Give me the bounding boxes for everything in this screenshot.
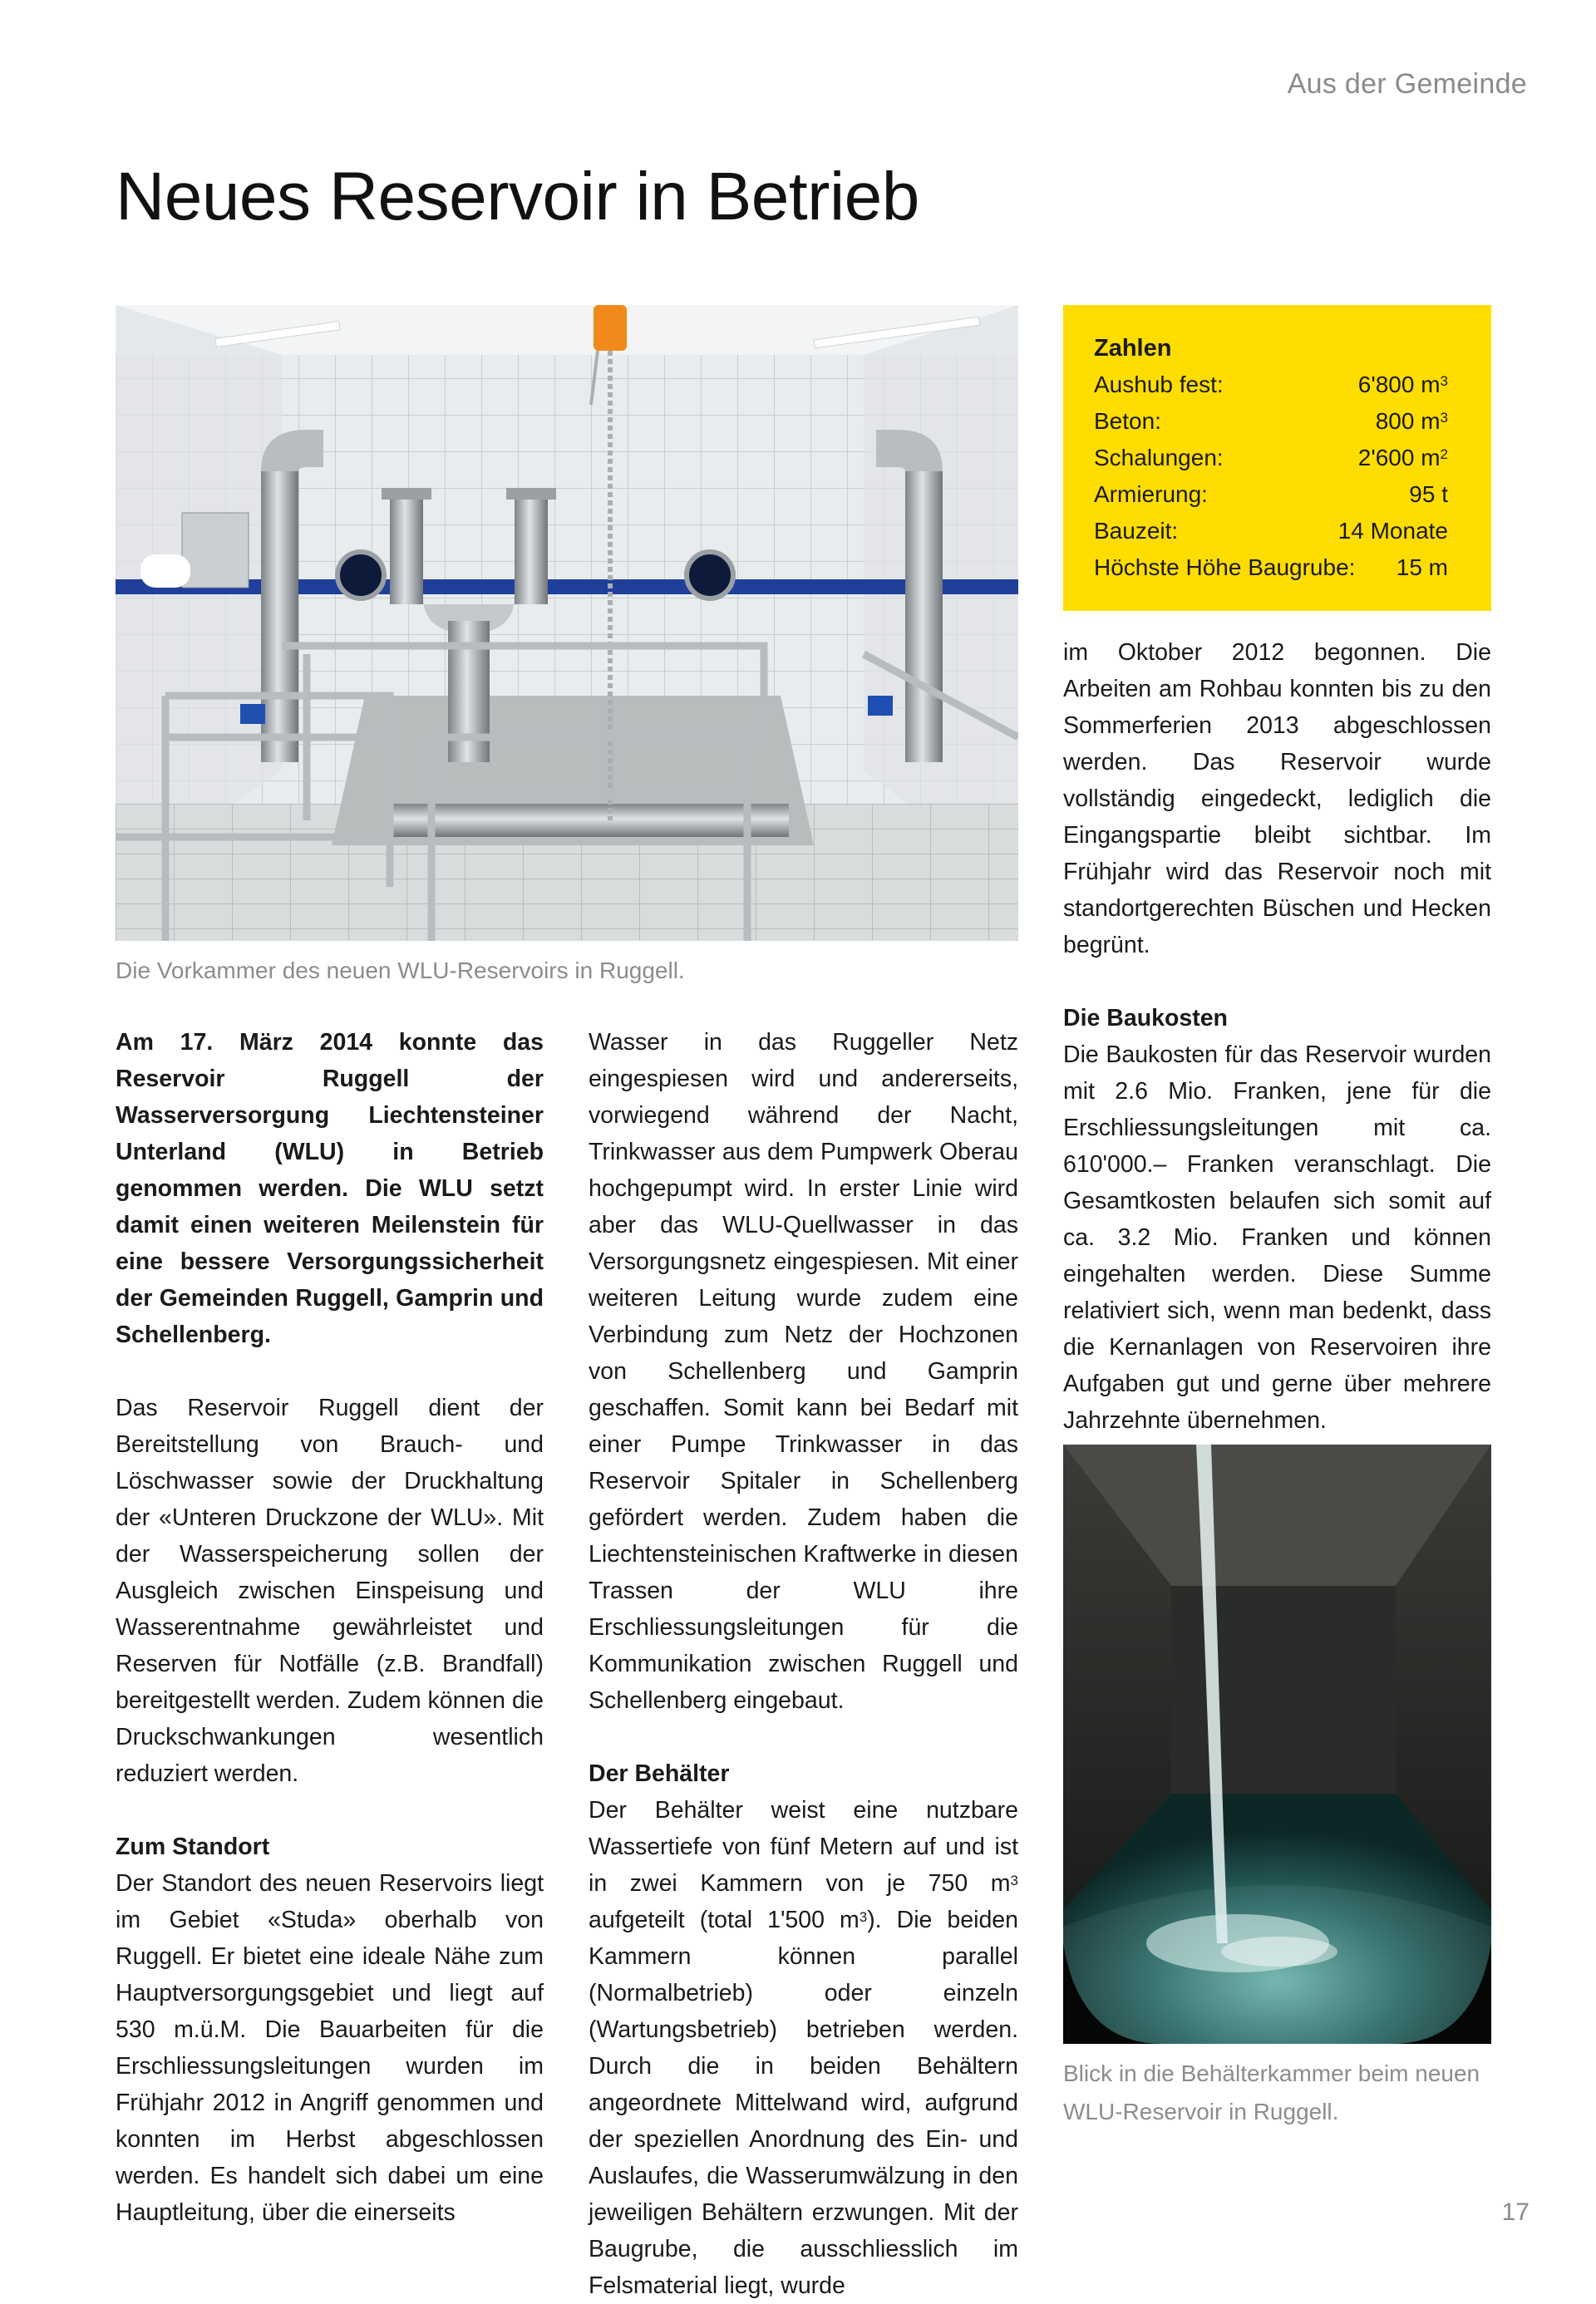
facts-label: Höchste Höhe Baugrube: (1094, 554, 1356, 580)
facts-label: Armierung: (1094, 481, 1208, 507)
article-paragraph: Der Standort des neuen Reservoirs liegt im Gebiet «Studa» oberhalb von Ruggell. Er bietet eine ideale Nähe zum Hauptversorgungsgebiet und liegt auf 530 m.ü.M. Die Bauarbeiten für die Erschliessungsleitungen wurden im Frühjahr 2012 in Angriff genommen und konnten im Herbst abgeschlossen werden. Es handelt sich dabei um eine Hauptleitung, über die einerseits (116, 1870, 544, 2226)
facts-box (1063, 305, 1491, 611)
article-paragraph: Die Baukosten für das Reservoir wurden mit 2.6 Mio. Franken, jene für die Erschliessungsleitungen mit ca. 610'000.– Franken veranschlagt. Die Gesamtkosten belaufen sich somit auf ca. 3.2 Mio. Franken und können eingehalten werden. Diese Summe relativiert sich, wenn man bedenkt, dass die Kernanlagen von Reservoiren ihre Aufgaben gut und gerne über mehrere Jahrzehnte übernehmen. (1063, 1041, 1491, 1434)
article-lead: Am 17. März 2014 konnte das Reservoir Ruggell der Wasserversorgung Liechtensteiner Unterland (WLU) in Betrieb genommen werden. Die WLU setzt damit einen weiteren Meilenstein für eine bessere Versorgungssicherheit der Gemeinden Ruggell, Gamprin und Schellenberg. (116, 1029, 544, 1348)
facts-label: Schalungen: (1094, 445, 1224, 470)
facts-value: 2'600 $m^2$ (1357, 445, 1448, 470)
photo-behaelterkammer (1063, 1445, 1491, 2044)
facts-label: Bauzeit: (1094, 518, 1179, 544)
facts-value: 95 t (1409, 481, 1448, 507)
facts-value: 800 $m^3$ (1375, 408, 1448, 434)
page-number: 17 (1501, 2198, 1530, 2226)
facts-label: Beton: (1094, 408, 1161, 434)
page-title: Neues Reservoir in Betrieb (116, 159, 919, 234)
photo-vorkammer (116, 305, 1018, 941)
facts-label: Aushub fest: (1094, 372, 1224, 397)
facts-title: Zahlen (1094, 335, 1172, 362)
article-paragraph: Wasser in das Ruggeller Netz eingespiesen wird und andererseits, vorwiegend während der Nacht, Trinkwasser aus dem Pumpwerk Oberau hochgepumpt wird. In erster Linie wird aber das WLU-Quellwasser in das Versorgungsnetz eingespiesen. Mit einer weiteren Leitung wurde zudem eine Verbindung zum Netz der Hochzonen von Schellenberg und Gamprin geschaffen. Somit kann bei Bedarf mit einer Pumpe Trinkwasser in das Reservoir Spitaler in Schellenberg gefördert werden. Zudem haben die Liechtensteinischen Kraftwerke in diesen Trassen der WLU ihre Erschliessungsleitungen für die Kommunikation zwischen Ruggell und Schellenberg eingebaut. (589, 1029, 1018, 1714)
article-paragraph: Der Behälter weist eine nutzbare Wassertiefe von fünf Metern auf und ist in zwei Kammern von je 750 $m^3$ aufgeteilt (total 1'500 $m^3$). Die beiden Kammern können parallel (Normalbetrieb) oder einzeln (Wartungsbetrieb) betrieben werden. Durch die in beiden Behältern angeordnete Mittelwand wird, aufgrund der speziellen Anordnung des Ein- und Auslaufes, die Wasserumwälzung in den jeweiligen Behältern erzwungen. Mit der Baugrube, die ausschliesslich im Felsmaterial liegt, wurde (589, 1797, 1019, 2299)
article-column-1 (116, 1024, 544, 2231)
facts-row (1094, 367, 1448, 403)
heading-standort: Zum Standort (116, 1834, 270, 1860)
facts-row (1094, 476, 1448, 513)
facts-row (1094, 440, 1448, 476)
facts-row (1094, 513, 1448, 549)
section-label: Aus der Gemeinde (1287, 68, 1527, 100)
facts-row (1094, 549, 1448, 586)
article-column-3 (1063, 634, 1491, 1439)
facts-value: 14 Monate (1337, 518, 1448, 544)
heading-baukosten: Die Baukosten (1063, 1005, 1228, 1031)
facts-value: 15 m (1396, 554, 1448, 580)
article-paragraph: im Oktober 2012 begonnen. Die Arbeiten am Rohbau konnten bis zu den Sommerferien 2013 abgeschlossen werden. Das Reservoir wurde vollständig eingedeckt, lediglich die Eingangspartie bleibt sichtbar. Im Frühjahr wird das Reservoir noch mit standortgerechten Büschen und Hecken begrünt. (1063, 639, 1491, 958)
photo2-caption: Blick in die Behälterkammer beim neuen WLU-Reservoir in Ruggell. (1063, 2060, 1480, 2124)
heading-behaelter: Der Behälter (589, 1760, 730, 1787)
article-column-2 (589, 1024, 1018, 2304)
facts-value: 6'800 $m^3$ (1357, 372, 1448, 397)
photo1-caption: Die Vorkammer des neuen WLU-Reservoirs in Ruggell. (116, 958, 685, 983)
article-paragraph: Das Reservoir Ruggell dient der Bereitstellung von Brauch- und Löschwasser sowie der Druckhaltung der «Unteren Druckzone der WLU». Mit der Wasserspeicherung sollen der Ausgleich zwischen Einspeisung und Wasserentnahme gewährleistet und Reserven für Notfälle (z.B. Brandfall) bereitgestellt werden. Zudem können die Druckschwankungen wesentlich reduziert werden. (116, 1395, 544, 1787)
facts-row (1094, 403, 1448, 440)
